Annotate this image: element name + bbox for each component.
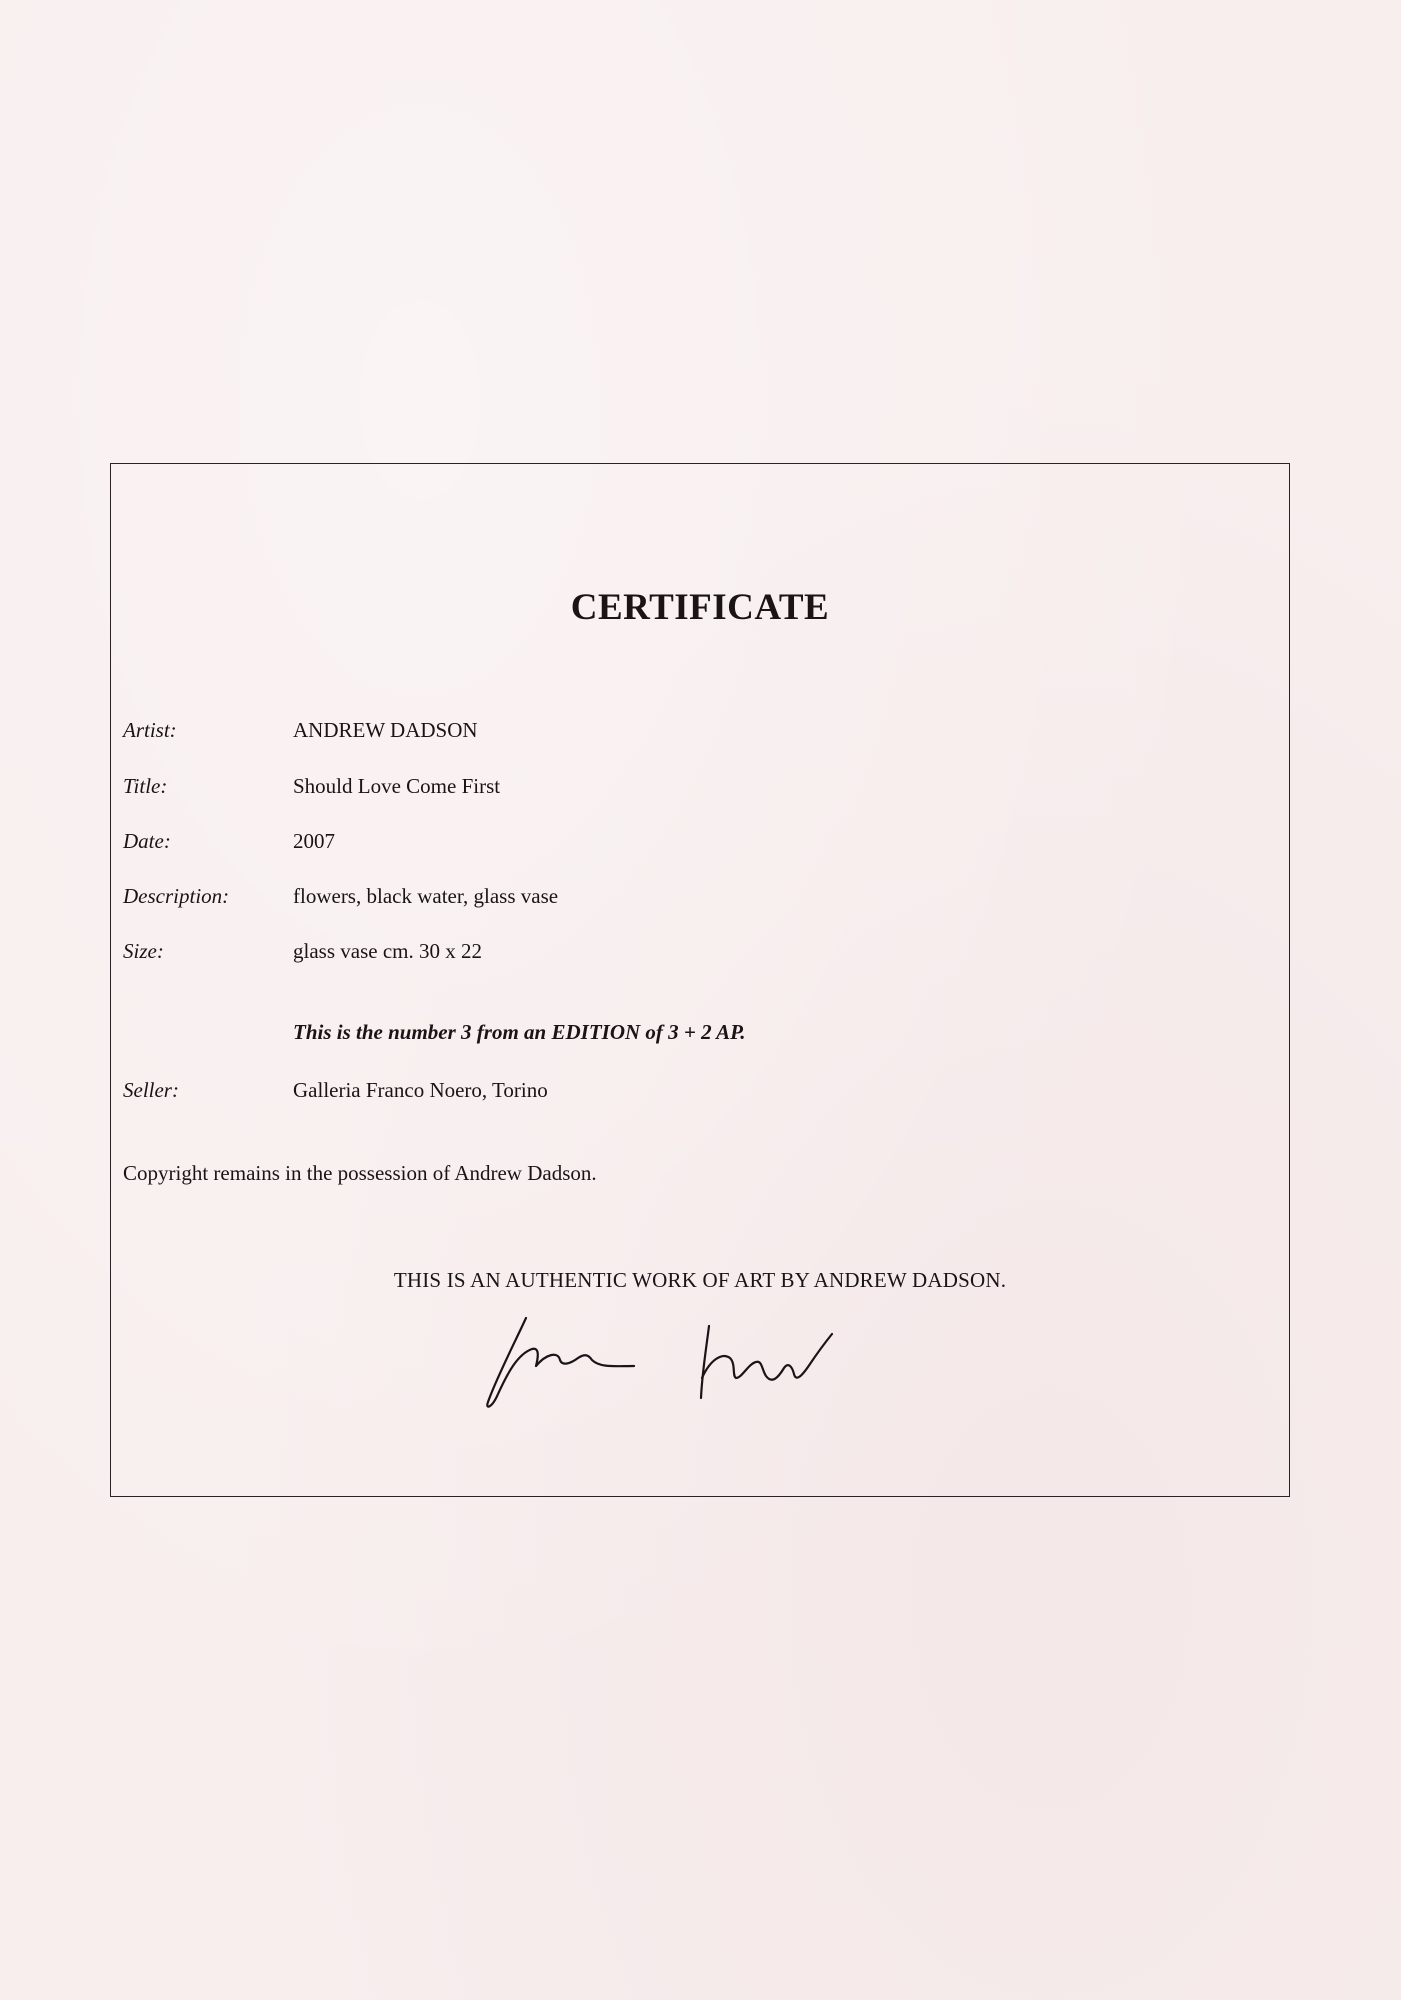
field-date	[123, 828, 335, 854]
field-label: Title:	[123, 774, 168, 798]
artist-signature	[466, 1294, 926, 1414]
field-value: flowers, black water, glass vase	[293, 884, 559, 908]
field-label: Size:	[123, 939, 164, 963]
field-artist	[123, 717, 478, 743]
field-seller	[123, 1077, 548, 1103]
field-label: Artist:	[123, 718, 177, 742]
field-label: Description:	[123, 884, 230, 908]
field-title	[123, 773, 500, 799]
field-value: glass vase cm. 30 x 22	[293, 939, 482, 963]
field-size	[123, 938, 482, 964]
field-description	[123, 883, 558, 909]
field-value: 2007	[293, 829, 335, 853]
field-label: Seller:	[123, 1078, 179, 1102]
field-value: Galleria Franco Noero, Torino	[293, 1078, 548, 1102]
authenticity-statement: THIS IS AN AUTHENTIC WORK OF ART BY ANDREW DADSON.	[393, 1268, 1007, 1292]
field-value: Should Love Come First	[293, 774, 501, 798]
certificate-frame	[110, 463, 1290, 1497]
field-label: Date:	[123, 829, 171, 853]
copyright-notice: Copyright remains in the possession of Andrew Dadson.	[123, 1161, 597, 1185]
certificate-heading: CERTIFICATE	[570, 587, 830, 628]
field-value: ANDREW DADSON	[293, 718, 478, 742]
edition-note: This is the number 3 from an EDITION of 3 + 2 AP.	[293, 1020, 746, 1044]
